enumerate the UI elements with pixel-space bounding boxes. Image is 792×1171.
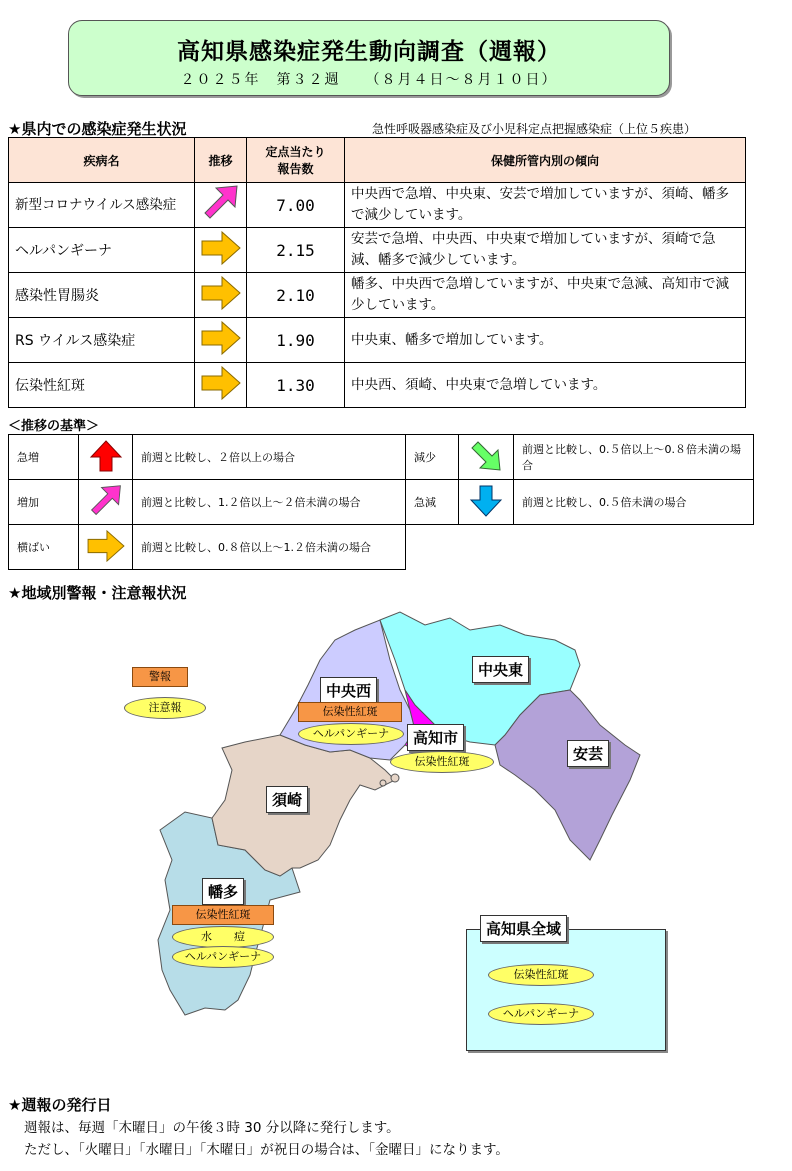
arrow-up-right-icon: [201, 183, 241, 223]
legend-label-decrease: 減少: [406, 435, 459, 480]
chuo-nishi-caution: ヘルパンギーナ: [298, 723, 404, 745]
legend-row: [9, 480, 754, 525]
table-header-row: [9, 138, 746, 183]
arrow-down-right-icon: [468, 438, 504, 474]
region-label-chuo-nishi: 中央西: [320, 677, 377, 704]
hata-caution-1: 水 痘: [172, 926, 274, 948]
legend-row: [9, 435, 754, 480]
legend-desc-plunge: 前週と比較し、0.５倍未満の場合: [514, 480, 754, 525]
arrow-right-icon: [200, 365, 242, 401]
legend-row: [9, 525, 754, 570]
disease-name: 伝染性紅斑: [9, 363, 195, 408]
legend-icon-cell: [79, 480, 133, 525]
arrow-right-icon: [200, 275, 242, 311]
trend-legend-table: [8, 434, 754, 570]
trend-cell: [195, 228, 247, 273]
tendency-text: 安芸で急増、中央西、中央東で増加していますが、須崎で急減、幡多で減少しています。: [345, 228, 746, 273]
report-title: 高知県感染症発生動向調査（週報）: [177, 39, 561, 65]
per-point-value: 2.15: [247, 228, 345, 273]
legend-label-flat: 横ばい: [9, 525, 79, 570]
trend-cell: [195, 318, 247, 363]
disease-table: [8, 137, 746, 408]
region-label-chuo-higashi: 中央東: [472, 656, 529, 683]
section-note: 急性呼吸器感染症及び小児科定点把握感染症（上位５疾患）: [372, 122, 697, 136]
legend-label-increase: 増加: [9, 480, 79, 525]
legend-desc-surge: 前週と比較し、２倍以上の場合: [133, 435, 406, 480]
arrow-down-icon: [469, 484, 503, 518]
kochi-map: [0, 600, 792, 1060]
region-label-aki: 安芸: [567, 740, 609, 767]
arrow-right-icon: [85, 529, 127, 563]
whole-caution-2: ヘルパンギーナ: [488, 1003, 594, 1025]
col-header-trend: 推移: [195, 138, 247, 183]
arrow-right-icon: [200, 320, 242, 356]
tendency-text: 中央東、幡多で増加しています。: [345, 318, 746, 363]
legend-label-plunge: 急減: [406, 480, 459, 525]
legend-icon-cell: [79, 525, 133, 570]
report-period: ２０２５年 第３２週 （８月４日～８月１０日）: [180, 72, 558, 88]
table-row: [9, 183, 746, 228]
table-row: [9, 273, 746, 318]
region-label-kochi-city: 高知市: [407, 724, 464, 751]
col-header-disease: 疾病名: [9, 138, 195, 183]
arrow-up-right-icon: [88, 483, 124, 519]
tendency-text: 幡多、中央西で急増していますが、中央東で急減、高知市で減少しています。: [345, 273, 746, 318]
region-label-hata: 幡多: [202, 878, 244, 905]
island-shape: [391, 774, 399, 782]
per-point-value: 2.10: [247, 273, 345, 318]
footer-line-1: 週報は、毎週「木曜日」の午後３時 30 分以降に発行します。: [24, 1120, 400, 1136]
disease-name: 感染性胃腸炎: [9, 273, 195, 318]
legend-title: ＜推移の基準＞: [8, 419, 100, 434]
section-title-prefecture: ★県内での感染症発生状況: [8, 120, 187, 138]
legend-desc-flat: 前週と比較し、0.８倍以上～1.２倍未満の場合: [133, 525, 406, 570]
footer-title: ★週報の発行日: [8, 1096, 112, 1114]
trend-cell: [195, 183, 247, 228]
legend-icon-cell: [459, 435, 514, 480]
per-point-value: 1.90: [247, 318, 345, 363]
map-legend-warning: 警報: [132, 667, 188, 687]
tendency-text: 中央西で急増、中央東、安芸で増加していますが、須崎、幡多で減少しています。: [345, 183, 746, 228]
region-label-susaki: 須崎: [266, 786, 308, 813]
col-header-per-point: [247, 138, 345, 183]
chuo-nishi-warning: 伝染性紅斑: [298, 702, 402, 722]
legend-icon-cell: [459, 480, 514, 525]
whole-prefecture-box: [466, 929, 666, 1051]
table-row: [9, 318, 746, 363]
legend-desc-decrease: 前週と比較し、0.５倍以上～0.８倍未満の場合: [514, 435, 754, 480]
col-header-per-point-l1: 定点当たり: [265, 145, 326, 159]
legend-label-surge: 急増: [9, 435, 79, 480]
table-row: [9, 228, 746, 273]
map-legend-caution: 注意報: [124, 697, 206, 719]
tendency-text: 中央西、須崎、中央東で急増しています。: [345, 363, 746, 408]
trend-cell: [195, 273, 247, 318]
disease-name: RS ウイルス感染症: [9, 318, 195, 363]
per-point-value: 7.00: [247, 183, 345, 228]
island-shape: [380, 780, 386, 786]
report-header: [68, 20, 670, 96]
arrow-up-icon: [89, 439, 123, 473]
legend-desc-increase: 前週と比較し、1.２倍以上～２倍未満の場合: [133, 480, 406, 525]
table-row: [9, 363, 746, 408]
whole-prefecture-title: 高知県全域: [480, 915, 567, 942]
hata-warning: 伝染性紅斑: [172, 905, 274, 925]
legend-icon-cell: [79, 435, 133, 480]
per-point-value: 1.30: [247, 363, 345, 408]
arrow-right-icon: [200, 230, 242, 266]
disease-name: ヘルパンギーナ: [9, 228, 195, 273]
col-header-per-point-l2: 報告数: [277, 162, 314, 176]
section-title-regional: ★地域別警報・注意報状況: [8, 584, 187, 602]
disease-name: 新型コロナウイルス感染症: [9, 183, 195, 228]
footer-line-2: ただし、「火曜日」「水曜日」「木曜日」が祝日の場合は、「金曜日」になります。: [24, 1142, 509, 1158]
hata-caution-2: ヘルパンギーナ: [172, 946, 274, 968]
whole-caution-1: 伝染性紅斑: [488, 964, 594, 986]
col-header-tendency: 保健所管内別の傾向: [345, 138, 746, 183]
kochi-city-caution: 伝染性紅斑: [390, 751, 494, 773]
trend-cell: [195, 363, 247, 408]
